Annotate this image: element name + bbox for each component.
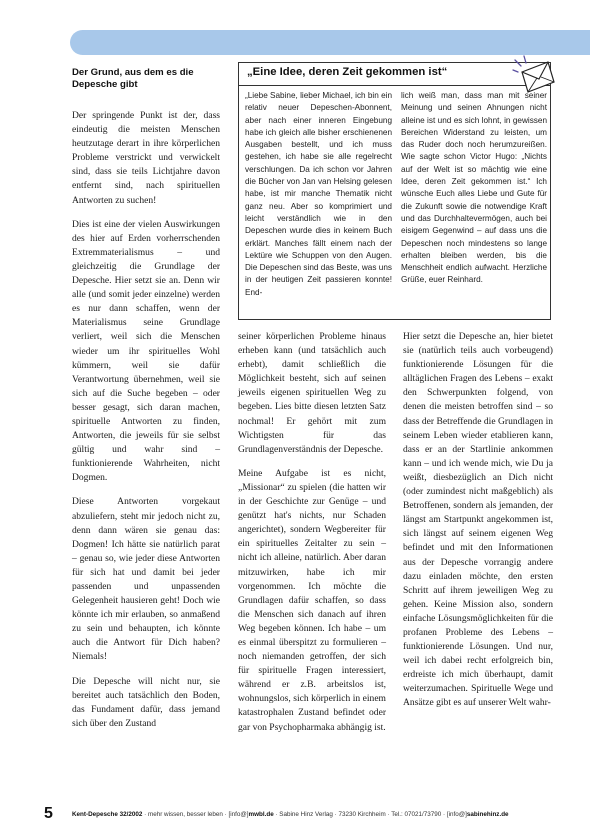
paragraph: Diese Antworten vorgekaut abzuliefern, steht mir jedoch nicht zu, denn dann wären sie genau das: Dogmen! Ich hätte sie natürlich parat – genau so, wie jeder diese Antworten für sich hat und damit bei jeder passenden und unpassenden Gelegenheit hausieren geht! Doch wie könnte ich mir erlauben, so anmaßend zu sein und behaupten, ich könnte auch die Antwort für Dich haben? Niemals! — [72, 496, 220, 663]
article-column-3 — [403, 330, 553, 721]
info-prefix: [info@] — [228, 811, 249, 818]
website-link[interactable]: mwbl.de — [248, 811, 274, 818]
paragraph: Meine Aufgabe ist es nicht, „Missionar“ zu spielen (die hatten wir in der Geschichte zur Genüge – und genützt hat's nichts, nur Schaden angerichtet), sondern Wegbereiter für ein spirituelles Zeitalter zu sein – nicht ich alleine, natürlich. Aber daran mitzuwirken, habe ich mir vorgenommen. Ich möchte die Grundlagen dafür schaffen, so dass die Menschen sich danach auf ihren Weg begeben können. Ich habe – um es einmal überspitzt zu formulieren – noch niemanden getroffen, der sich für spirituelle Fragen interessiert, während er z.B. arbeitslos ist, wohnungslos, sich körperlich in einem katastrophalen Zustand befindet oder gar von Psychopharmaka abhängig ist. — [238, 467, 386, 733]
paragraph: Der springende Punkt ist der, dass eindeutig die meisten Menschen heutzutage derart in ihre körperlichen Probleme verstrickt und verwickelt sind, dass sie teils Lichtjahre davon entfernt sind, nach spirituellen Antworten zu suchen! — [72, 110, 220, 206]
paragraph: Die Depesche will nicht nur, sie bereitet auch tatsächlich den Boden, das Fundament dafür, dass jemand sich über den Zustand — [72, 675, 220, 729]
letter-box-title: „Eine Idee, deren Zeit gekommen ist“ — [247, 66, 448, 78]
paragraph: Dies ist eine der vielen Auswirkungen des hier auf Erden vorherrschenden Extremmaterialismus – und gleichzeitig die Grundlage der Depesche. Hier setzt sie an. Denn wir alle (und somit jeder einzelne) werden es nur dann schaffen, wenn der Materialismus seine Grundlage verliert, weil sich die Menschen wieder um ihr spirituelles Wohl kümmern, weil sie dafür Verantwortung übernehmen, weil sie sich auf die Suche begeben – oder besser gesagt, sich daran machen, spirituelle Antworten zu finden, Antworten, die jeweils für sie selbst gültig und wahr sind – funktionierende Wahrheiten, nicht Dogmen. — [72, 218, 220, 484]
issue-label: Kent-Depesche 32/2002 — [72, 811, 143, 818]
envelope-icon — [512, 54, 556, 94]
tagline: · mehr wissen, besser leben · — [144, 811, 227, 818]
paragraph: Hier setzt die Depesche an, hier bietet sie (natürlich teils auch vorbeugend) funktionierende Lösungen für die alltäglichen Fragen des Lebens – exakt den Schwerpunkten folgend, von denen die meisten betroffen sind – so dass der Betreffende die Grundlagen in seinem Leben wieder etablieren kann, dass er an der Startlinie ankommen kann – und ich wende mich, wie Du ja weißt, diesbezüglich an Dich nicht (oder zumindest nicht maßgeblich) als Betroffenen, sondern als jemanden, der längst am Startpunkt angekommen ist, sich längst auf seinem eigenen Weg befindet und mit den Informationen aus der Depesche vorrangig andere dazu einladen möchte, den ersten Schritt auf ihrem jeweiligen Weg zu gehen. Keine Mission also, sondern einfache Lösungsmöglichkeiten für die profanen Probleme des Lebens – funktionierende Lösungen. Und nur, weil ich dabei recht erfolgreich bin, erdreiste ich mich überhaupt, damit weiterzumachen. Spirituelle Wege und Ansätze gibt es auf unserer Welt wahr- — [403, 331, 553, 709]
letter-text-column-1: „Liebe Sabine, lieber Michael, ich bin ein relativ neuer Depeschen-Abonnent, aber nach einer inneren Eingebung habe ich gleich alle bisher erschienenen Ausgaben bestellt, und ich muss gestehen, ich habe sie alle regelrecht verschlungen. Da ich schon vor Jahren die Bücher von Jan van Helsing gelesen habe, ist mir manche Thematik nicht ganz neu. Aber so komprimiert und leicht verständlich wie in den Depeschen wurde dies in keinem Buch erklärt. Manches fällt einem nach der Lektüre wie Schuppen von den Augen. Die Depeschen sind das Beste, was uns in der heutigen Zeit passieren konnte! End- — [245, 91, 393, 297]
article-column-2 — [238, 330, 386, 745]
article-heading: Der Grund, aus dem es die Depesche gibt — [72, 67, 194, 90]
letter-box-divider — [239, 85, 550, 86]
article-column-1 — [72, 109, 220, 741]
page-number: 5 — [44, 805, 53, 822]
publisher-info: · Sabine Hinz Verlag · 73230 Kirchheim · Tel.: 07021/73790 · — [275, 811, 446, 818]
header-color-bar — [70, 30, 590, 55]
letter-text-column-2: lich weiß man, dass man mit seiner Meinung und seinen Ahnungen nicht alleine ist und es sich lohnt, in gewissen Bereichen Widerstand zu leisten, um das Ruder doch noch herumzureißen. Wie sagte schon Victor Hugo: „Nichts auf der Welt ist so mächtig wie eine Idee, deren Zeit gekommen ist.“ Ich wünsche Euch alles Liebe und Gute für die Zukunft sowie die notwendige Kraft und das Durchhaltevermögen, auch bei eisigem Gegenwind – auf dass uns die Depeschen noch mindestens so lange erhalten bleiben werden, bis die Menschheit endlich aufwacht. Herzliche Grüße, euer Reinhard. — [401, 91, 547, 285]
paragraph: seiner körperlichen Probleme hinaus erheben kann (und tatsächlich auch erhebt), damit schließlich die Möglichkeit besteht, sich auf seinen jeweils eigenen spirituellen Weg zu begeben. Lies bitte diesen letzten Satz nochmal! Er gehört mit zum Wichtigsten für das Grundlagenverständnis der Depesche. — [238, 331, 386, 455]
reader-letter-box — [238, 62, 551, 320]
website-link[interactable]: sabinehinz.de — [466, 811, 509, 818]
info-prefix: [info@] — [446, 811, 467, 818]
footer-imprint — [72, 811, 552, 818]
